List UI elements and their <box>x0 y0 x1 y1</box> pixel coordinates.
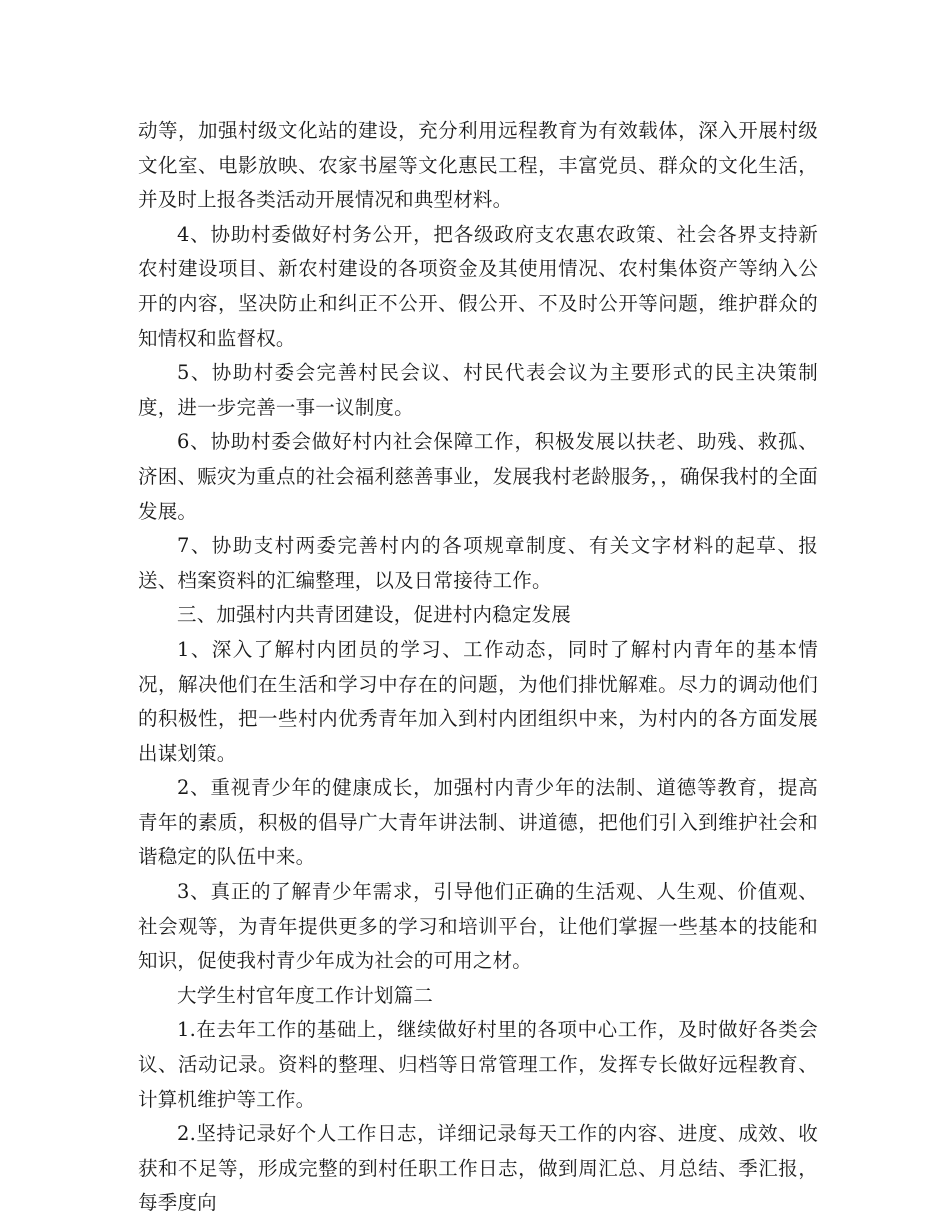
paragraph-part2-item-1: 1.在去年工作的基础上，继续做好村里的各项中心工作，及时做好各类会议、活动记录。资料的整理、归档等日常管理工作，发挥专长做好远程教育、计算机维护等工作。 <box>138 1018 818 1111</box>
paragraph-section3-item-3: 3、真正的了解青少年需求，引导他们正确的生活观、人生观、价值观、社会观等，为青年提供更多的学习和培训平台，让他们掌握一些基本的技能和知识，促使我村青少年成为社会的可用之材。 <box>138 880 818 973</box>
document-page <box>138 114 818 1221</box>
paragraph-section3-item-2: 2、重视青少年的健康成长，加强村内青少年的法制、道德等教育，提高青年的素质，积极的倡导广大青年讲法制、讲道德，把他们引入到维护社会和谐稳定的队伍中来。 <box>138 776 818 869</box>
paragraph-item-4: 4、协助村委做好村务公开，把各级政府支农惠农政策、社会各界支持新农村建设项目、新农村建设的各项资金及其使用情况、农村集体资产等纳入公开的内容，坚决防止和纠正不公开、假公开、不及时公开等问题，维护群众的知情权和监督权。 <box>138 222 818 350</box>
part-two-title: 大学生村官年度工作计划篇二 <box>177 983 434 1007</box>
paragraph-section3-item-1: 1、深入了解村内团员的学习、工作动态，同时了解村内青年的基本情况，解决他们在生活和学习中存在的问题，为他们排忧解难。尽力的调动他们的积极性，把一些村内优秀青年加入到村内团组织中来，为村内的各方面发展出谋划策。 <box>138 637 818 765</box>
paragraph-part2-item-2: 2.坚持记录好个人工作日志，详细记录每天工作的内容、进度、成效、收获和不足等，形成完整的到村任职工作日志，做到周汇总、月总结、季汇报，每季度向 <box>138 1122 818 1215</box>
paragraph-item-5: 5、协助村委会完善村民会议、村民代表会议为主要形式的民主决策制度，进一步完善一事一议制度。 <box>138 361 818 419</box>
paragraph-continuation: 动等，加强村级文化站的建设，充分利用远程教育为有效载体，深入开展村级文化室、电影放映、农家书屋等文化惠民工程，丰富党员、群众的文化生活，并及时上报各类活动开展情况和典型材料。 <box>138 119 818 212</box>
paragraph-item-7: 7、协助支村两委完善村内的各项规章制度、有关文字材料的起草、报送、档案资料的汇编整理，以及日常接待工作。 <box>138 534 818 592</box>
paragraph-item-6: 6、协助村委会做好村内社会保障工作，积极发展以扶老、助残、救孤、济困、赈灾为重点的社会福利慈善事业，发展我村老龄服务，，确保我村的全面发展。 <box>138 430 818 523</box>
section-heading-3: 三、加强村内共青团建设，促进村内稳定发展 <box>177 603 572 627</box>
